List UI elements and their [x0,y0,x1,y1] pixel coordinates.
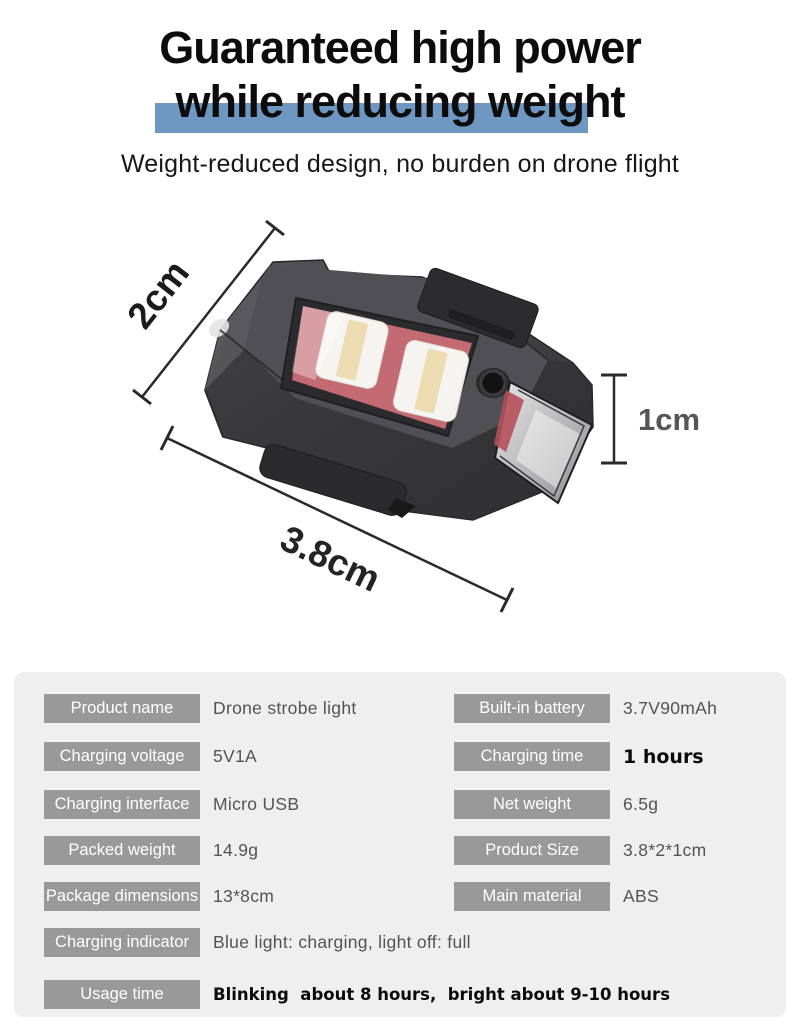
spec-label: Charging time [454,742,610,771]
spec-label: Product name [44,694,200,723]
spec-row-built-in-battery [454,694,717,723]
spec-row-product-name [44,694,357,723]
spec-value: Blinking about 8 hours, bright about 9-10 hours [213,985,671,1004]
page-title-line2-text: while reducing weight [175,76,625,127]
spec-value: Drone strobe light [213,698,357,718]
spec-row-net-weight [454,790,658,819]
spec-value: 6.5g [623,794,659,814]
spec-value: ABS [623,886,659,906]
spec-label: Product Size [454,836,610,865]
spec-value: 1 hours [623,745,704,768]
spec-value: 13*8cm [213,886,275,906]
dim-length-label: 3.8cm [274,517,387,600]
spec-table [14,672,786,1017]
spec-row-charging-voltage [44,742,257,771]
device-body [205,260,593,520]
spec-value: Micro USB [213,794,300,814]
page-title-line1: Guaranteed high power [159,22,641,73]
spec-row-charging-interface [44,790,299,819]
spec-row-product-size [454,836,706,865]
dim-height-label: 2cm [119,252,198,337]
product-figure [0,210,800,640]
dim-thickness-label: 1cm [638,402,701,437]
spec-value: 14.9g [213,840,259,860]
spec-label: Packed weight [44,836,200,865]
spec-row-main-material [454,882,659,911]
spec-label: Net weight [454,790,610,819]
spec-value: 5V1A [213,746,258,766]
power-button [476,368,510,398]
spec-label: Usage time [44,980,200,1009]
spec-row-package-dimensions [44,882,274,911]
product-photo [0,210,800,640]
spec-row-packed-weight [44,836,258,865]
page-subtitle: Weight-reduced design, no burden on drone flight [120,150,680,178]
spec-label: Charging voltage [44,742,200,771]
page-title-line2 [0,76,800,128]
spec-row-charging-indicator [44,928,471,957]
spec-label: Charging interface [44,790,200,819]
spec-row-charging-time [454,742,704,771]
spec-row-usage-time [44,980,670,1009]
spec-value: 3.8*2*1cm [623,840,707,860]
spec-value: 3.7V90mAh [623,698,718,718]
spec-label: Main material [454,882,610,911]
spec-label: Built-in battery [454,694,610,723]
spec-label: Package dimensions [44,882,200,911]
spec-value: Blue light: charging, light off: full [213,932,471,952]
spec-label: Charging indicator [44,928,200,957]
dim-thickness-line [601,375,627,463]
